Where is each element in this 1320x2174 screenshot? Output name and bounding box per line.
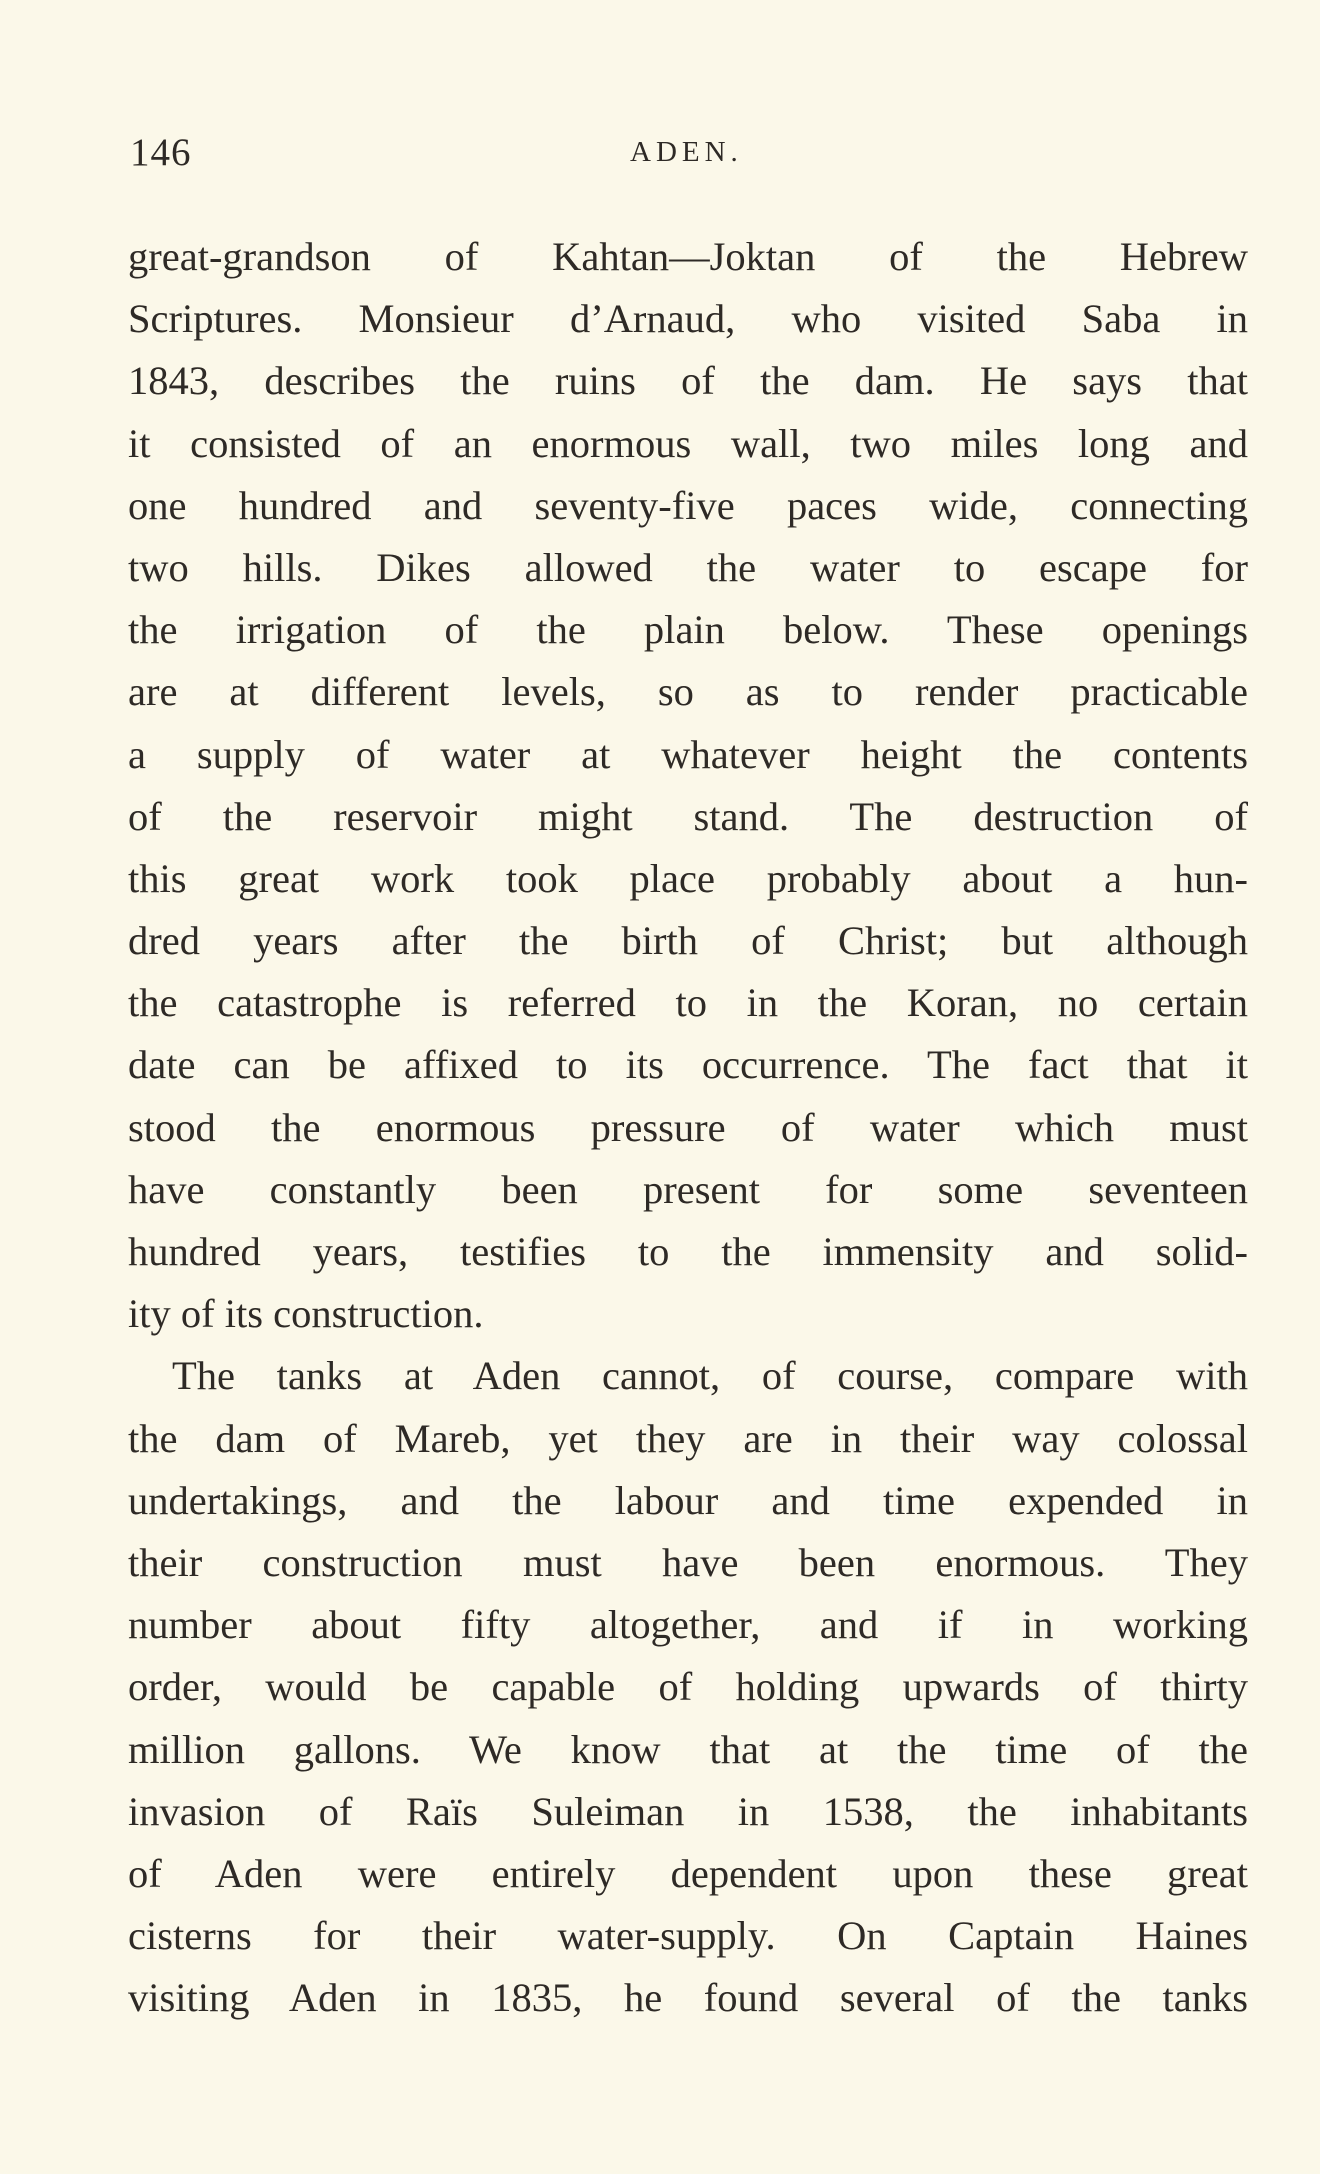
running-title: ADEN. [630,136,743,168]
text-line: undertakings, and the labour and time expended in [128,1477,1248,1523]
text-line: the catastrophe is referred to in the Koran, no certain [128,980,1248,1026]
running-head [130,130,1248,180]
text-line: 1843, describes the ruins of the dam. He says that [128,358,1248,404]
text-line: are at different levels, so as to render practicable [128,669,1248,715]
text-line: cisterns for their water-supply. On Captain Haines [128,1913,1248,1959]
text-line: Scriptures. Monsieur d’Arnaud, who visited Saba in [128,296,1248,342]
paragraph-start-line: The tanks at Aden cannot, of course, compare with [172,1353,1248,1399]
page-number: 146 [130,131,192,174]
text-line: of the reservoir might stand. The destruction of [128,793,1248,839]
text-line: visiting Aden in 1835, he found several of the tanks [128,1975,1248,2021]
body-text [128,226,1248,2029]
text-line: million gallons. We know that at the time of the [128,1726,1248,1772]
text-line: have constantly been present for some seventeen [128,1166,1248,1212]
text-line: great-grandson of Kahtan—Joktan of the Hebrew [128,234,1248,279]
text-line: order, would be capable of holding upwards of thirty [128,1664,1248,1710]
paragraph-end-line: ity of its construction. [128,1291,484,1337]
text-line: a supply of water at whatever height the contents [128,731,1248,777]
text-line: invasion of Raïs Suleiman in 1538, the inhabitants [128,1788,1248,1834]
text-line: number about fifty altogether, and if in working [128,1602,1248,1648]
text-line: this great work took place probably about a hun- [128,855,1248,901]
text-line: one hundred and seventy-five paces wide, connecting [128,482,1248,528]
text-line: of Aden were entirely dependent upon these great [128,1850,1248,1896]
text-line: date can be affixed to its occurrence. The fact that it [128,1042,1248,1088]
text-line: their construction must have been enormous. They [128,1539,1248,1585]
text-line: stood the enormous pressure of water which must [128,1104,1248,1150]
text-line: hundred years, testifies to the immensity and solid- [128,1229,1248,1274]
text-line: dred years after the birth of Christ; but although [128,918,1248,964]
text-line: two hills. Dikes allowed the water to escape for [128,544,1248,590]
text-line: it consisted of an enormous wall, two miles long and [128,420,1248,466]
text-line: the dam of Mareb, yet they are in their way colossal [128,1415,1248,1461]
text-line: the irrigation of the plain below. These openings [128,607,1248,653]
